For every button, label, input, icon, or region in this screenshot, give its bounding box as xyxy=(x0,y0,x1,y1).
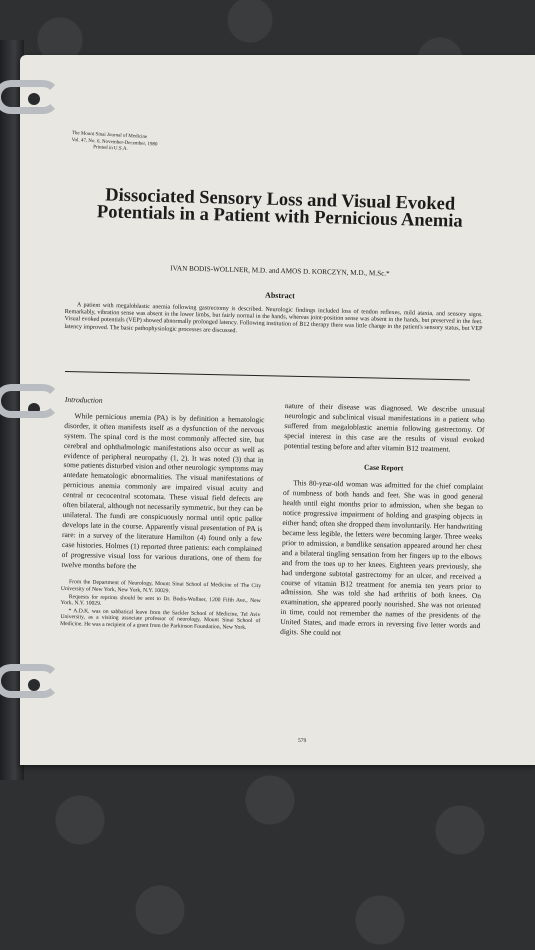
journal-header xyxy=(71,131,158,155)
journal-printed: Printed in U.S.A. xyxy=(93,145,128,152)
abstract-text: A patient with megaloblastic anemia following gastrectomy is described. Neurologic findings included loss of tendon reflexes, mild ataxia, and sensory signs. Remarkably, vibration sense was absent in the lower limbs, but fairly normal in the hands, whereas joint-position sense was absent in the hands, but preserved in the feet. Visual evoked potentials (VEP) showed abnormally prolonged latency. Following institution of B12 therapy there was little change in the patient's sensory status, but VEP latency improved. The basic pathophysiologic processes are discussed. xyxy=(64,302,483,334)
journal-name: The Mount Sinai Journal of Medicine xyxy=(71,131,148,140)
section-divider xyxy=(65,371,470,381)
page-number: 579 xyxy=(297,737,307,745)
binder-ring xyxy=(0,664,60,698)
binder-ring xyxy=(0,80,60,114)
left-column xyxy=(60,395,265,633)
case-report-paragraph: This 80-year-old woman was admitted for the chief complaint of numbness of both hands and feet. She was in good general health until eight months prior to admission, when she began to notice progressive impairment of holding and grasping objects in either hand; often she dropped them involuntarily. Her handwriting became less legible, the letters were becoming larger. Three weeks prior to admission, a bandlike sensation appeared around her chest and a bilateral tingling sensation from her fingers up to the elbows and from the toes up to her knees. Eighteen years previously, she had undergone subtotal gastrectomy for an ulcer, and received a course of vitamin B12 treatment for anemia ten years prior to admission. She was told she had arthritis of both knees. On examination, she appeared poorly nourished. She was not oriented in time, could not remember the names of the presidents of the United States, and made errors in reversing five letter words and digits. She could not xyxy=(280,478,484,638)
footnotes xyxy=(60,579,261,631)
binder-ring xyxy=(0,384,60,418)
case-report-heading: Case Report xyxy=(363,462,404,473)
introduction-paragraph: While pernicious anemia (PA) is by definition a hematologic disorder, it often manifests itself as a dysfunction of the nervous system. The spinal cord is the most commonly affected site, but cerebral and ophthalmologic manifestations also occur as well as evidence of peripheral neuropathy (1, 2). It was noted (3) that in some patients disturbed vision and other neurologic symptoms may antedate hematologic abnormalities. The visual manifestations of pernicious anemia commonly are impaired visual acuity and central or cecocentral scotomata. These visual field defects are often bilateral, although not necessarily symmetric, but they can be unilateral. The fundi are conspicuously normal until optic pallor develops late in the course. Apparently visual presentation of PA is rare: in a survey of the literature Hamilton (4) found only a few case histories. Holmes (1) reported three patients: each complained of progressive visual loss for various durations, one of them for twelve months before the xyxy=(61,411,265,571)
article-authors: IVAN BODIS-WOLLNER, M.D. and AMOS D. KORCZYN, M.D., M.Sc.* xyxy=(170,264,390,278)
footnote-affiliation: From the Department of Neurology, Mount Sinai School of Medicine of The City University of New York, New York, N.Y. 10029. xyxy=(60,579,262,595)
introduction-heading: Introduction xyxy=(64,395,103,405)
article-title: Dissociated Sensory Loss and Visual Evoked Potentials in a Patient with Pernicious Anemia xyxy=(96,185,463,232)
journal-volume: Vol. 47, No. 6, November-December, 1980 xyxy=(71,137,158,147)
document-page xyxy=(20,55,535,765)
footnote-reprints: Requests for reprints should be sent to Dr. Bodis-Wollner, 1200 Fifth Ave., New York, N.Y. 10029. xyxy=(60,593,261,607)
abstract-heading: Abstract xyxy=(265,290,295,301)
introduction-continued: nature of their disease was diagnosed. We describe unusual neurologic and subclinical visual manifestations in a patient who suffered from megaloblastic anemia following gastrectomy. Of special interest in this case are the results of visual evoked potential testing before and after vitamin B12 treatment. xyxy=(283,401,485,454)
footnote-sabbatical: * A.D.K. was on sabbatical leave from the Sackler School of Medicine, Tel Aviv University, as a visiting associate professor of neurology, Mount Sinai School of Medicine. He was a recipient of a grant from the Parkinson Foundation, New York. xyxy=(60,607,261,631)
right-column xyxy=(280,401,485,641)
